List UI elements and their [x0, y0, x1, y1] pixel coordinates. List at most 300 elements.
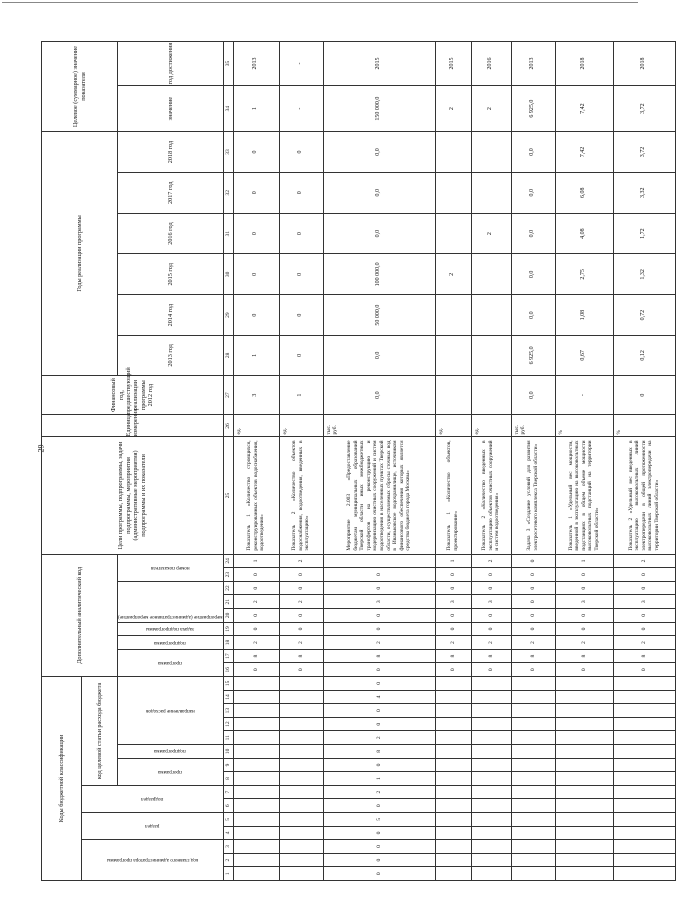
target-value-cell: 150 000,0 [323, 86, 435, 132]
code-cell: 0 [323, 853, 435, 867]
code-cell: 0 [435, 568, 471, 582]
table-row [613, 42, 675, 881]
column-numbers-row [223, 42, 233, 881]
column-number-cell: 28 [223, 336, 233, 376]
year-value-cell: 0,0 [323, 132, 435, 173]
year-value-cell: 0 [279, 172, 323, 213]
column-number-cell: 12 [223, 717, 233, 731]
code-cell [555, 785, 613, 799]
column-number-cell: 1 [223, 867, 233, 881]
target-article-header: код целевой статьи расхода бюджета [82, 677, 118, 786]
table-row [555, 42, 613, 881]
code-cell [511, 690, 555, 704]
code-cell [555, 690, 613, 704]
code-cell: 0 [435, 663, 471, 677]
code-cell: 0 [435, 622, 471, 636]
table-row [279, 42, 323, 881]
code-cell [471, 867, 511, 881]
code-cell: 1 [323, 772, 435, 786]
table-body [233, 42, 675, 881]
code-cell [613, 799, 675, 813]
code-cell: 0 [555, 663, 613, 677]
code-cell: 0 [511, 595, 555, 609]
code-cell: 0 [471, 609, 511, 623]
year-value-cell [435, 132, 471, 173]
code-cell: 2 [279, 554, 323, 568]
code-cell [511, 867, 555, 881]
code-cell [471, 690, 511, 704]
code-cell [613, 704, 675, 718]
base-year-value-cell: 0,0 [511, 375, 555, 415]
target-year-header: год достижения [118, 42, 224, 86]
code-cell: 2 [471, 554, 511, 568]
code-cell [435, 731, 471, 745]
code-cell: 0 [555, 622, 613, 636]
code-cell: 0 [613, 622, 675, 636]
code-cell [511, 853, 555, 867]
code-cell: 3 [323, 595, 435, 609]
year-value-cell: 6,08 [555, 172, 613, 213]
code-cell: 2 [613, 636, 675, 650]
base-year-value-cell: 0 [613, 375, 675, 415]
code-cell: 0 [323, 568, 435, 582]
code-cell [613, 677, 675, 691]
code-cell: 2 [233, 636, 279, 650]
page-top-edge [2, 2, 638, 3]
code-cell [613, 867, 675, 881]
code-cell: 2 [435, 636, 471, 650]
column-number-cell: 32 [223, 172, 233, 213]
code-cell: 0 [323, 609, 435, 623]
target-year-cell: - [279, 42, 323, 86]
code-cell [233, 785, 279, 799]
code-cell: 0 [279, 581, 323, 595]
year-value-cell [435, 213, 471, 254]
base-year-value-cell: - [555, 375, 613, 415]
code-cell [613, 785, 675, 799]
year-value-cell: 0 [233, 295, 279, 336]
unit-header: Единица измерения [42, 415, 224, 437]
year-value-cell: 0 [233, 254, 279, 295]
column-number-cell: 2 [223, 853, 233, 867]
year-value-cell: 0 [233, 213, 279, 254]
code-cell: 0 [323, 717, 435, 731]
subprogram-header: подпрограмма [154, 748, 187, 755]
year-value-cell: 1,32 [613, 254, 675, 295]
code-cell [613, 690, 675, 704]
unit-cell: % [555, 415, 613, 437]
code-cell [471, 731, 511, 745]
code-cell: 2 [323, 636, 435, 650]
year-value-cell: 3,72 [613, 132, 675, 173]
code-cell: 0 [613, 568, 675, 582]
year-value-cell [471, 295, 511, 336]
year-value-cell: 0,0 [511, 172, 555, 213]
code-cell [511, 745, 555, 759]
code-cell [511, 826, 555, 840]
year-2015-header: 2015 год [118, 254, 224, 295]
add-code-group-header: Дополнительный аналитический код [42, 554, 118, 676]
code-cell [279, 840, 323, 854]
code-cell: 0 [471, 663, 511, 677]
code-cell [511, 677, 555, 691]
code-cell [323, 554, 435, 568]
code-cell [471, 826, 511, 840]
code-cell [471, 840, 511, 854]
code-cell: 5 [323, 813, 435, 827]
column-number-cell: 33 [223, 132, 233, 173]
years-group-header: Годы реализации программы [42, 132, 118, 376]
code-cell: 8 [435, 649, 471, 663]
code-cell [233, 840, 279, 854]
code-cell [435, 826, 471, 840]
code-cell [279, 813, 323, 827]
column-number-cell: 6 [223, 799, 233, 813]
program-table [41, 41, 676, 881]
code-cell [555, 867, 613, 881]
column-number-cell: 15 [223, 677, 233, 691]
code-cell [471, 677, 511, 691]
code-cell: 0 [471, 581, 511, 595]
code-cell [511, 799, 555, 813]
year-2017-header: 2017 год [118, 172, 224, 213]
code-cell [233, 717, 279, 731]
code-cell: 8 [323, 745, 435, 759]
code-cell: 0 [279, 663, 323, 677]
code-cell [613, 853, 675, 867]
column-number-cell: 17 [223, 649, 233, 663]
unit-cell: ед. [279, 415, 323, 437]
year-value-cell: 2 [435, 254, 471, 295]
code-cell [613, 840, 675, 854]
code-cell: 0 [613, 609, 675, 623]
year-value-cell [471, 172, 511, 213]
code-cell [233, 826, 279, 840]
year-value-cell [471, 336, 511, 376]
code-cell [279, 826, 323, 840]
year-value-cell: 0,0 [511, 132, 555, 173]
add-task-header: задача подпрограммы [146, 626, 195, 633]
code-cell: 0 [555, 609, 613, 623]
code-cell: 0 [555, 568, 613, 582]
code-cell [555, 772, 613, 786]
subsection-header: подраздел [141, 796, 164, 802]
code-cell [435, 867, 471, 881]
admin-code-header: код главного администратора программы [106, 857, 198, 864]
code-cell: 0 [323, 663, 435, 677]
code-cell [511, 772, 555, 786]
column-number-cell: 4 [223, 826, 233, 840]
code-cell: 8 [511, 649, 555, 663]
code-cell [279, 772, 323, 786]
code-cell: 0 [613, 663, 675, 677]
kbk-group-header: Коды бюджетной классификации [42, 677, 82, 881]
code-cell [435, 840, 471, 854]
goal-description-cell: Показатель 1 «Количество строящихся, реконструированных объектов водоснабжения, водоотведения» [233, 437, 279, 554]
code-cell [613, 772, 675, 786]
column-number-cell: 9 [223, 758, 233, 772]
target-value-cell: 2 [435, 86, 471, 132]
year-value-cell: 3,32 [613, 172, 675, 213]
column-number-cell: 8 [223, 772, 233, 786]
column-number-cell: 16 [223, 663, 233, 677]
target-group-header: Целевое (суммарное) значение показателя [42, 42, 118, 132]
code-cell: 0 [323, 840, 435, 854]
add-activity-header: мероприятие (административное мероприятие) [118, 613, 223, 620]
code-cell [613, 717, 675, 731]
code-cell [511, 731, 555, 745]
code-cell [233, 867, 279, 881]
code-cell [471, 717, 511, 731]
code-cell: 0 [613, 581, 675, 595]
column-number-cell: 19 [223, 622, 233, 636]
code-cell [279, 785, 323, 799]
code-cell: 1 [555, 554, 613, 568]
code-cell: 0 [435, 609, 471, 623]
code-cell [279, 867, 323, 881]
table-row [471, 42, 511, 881]
year-value-cell: 2 [471, 213, 511, 254]
target-year-cell: 2013 [511, 42, 555, 86]
code-cell: 0 [279, 609, 323, 623]
year-2016-header: 2016 год [118, 213, 224, 254]
table-row [323, 42, 435, 881]
target-value-header: значение [118, 86, 224, 132]
unit-cell: тыс. руб. [511, 415, 555, 437]
code-cell: 0 [279, 622, 323, 636]
code-cell [279, 677, 323, 691]
code-cell [471, 772, 511, 786]
code-cell: 2 [323, 785, 435, 799]
code-cell [435, 853, 471, 867]
target-year-cell: 2015 [435, 42, 471, 86]
column-number-cell: 18 [223, 636, 233, 650]
year-value-cell: 100 000,0 [323, 254, 435, 295]
year-value-cell: 0 [279, 213, 323, 254]
year-value-cell: 6 925,0 [511, 336, 555, 376]
unit-cell: ед. [233, 415, 279, 437]
code-cell [279, 745, 323, 759]
year-value-cell: 4,08 [555, 213, 613, 254]
target-year-cell: 2016 [471, 42, 511, 86]
year-value-cell [435, 336, 471, 376]
column-number-cell: 27 [223, 375, 233, 415]
section-header: раздел [145, 823, 160, 830]
unit-cell: ед. [471, 415, 511, 437]
base-year-value-cell: 1 [279, 375, 323, 415]
code-cell [555, 677, 613, 691]
code-cell: 0 [279, 568, 323, 582]
table-row [435, 42, 471, 881]
code-cell [555, 840, 613, 854]
column-number-cell: 7 [223, 785, 233, 799]
code-cell: 0 [233, 581, 279, 595]
year-value-cell: 2,75 [555, 254, 613, 295]
goal-description-cell: Показатель 1 «Количество объектов, проектирование» [435, 437, 471, 554]
code-cell [555, 799, 613, 813]
goal-description-cell: Показатель 2 «Количество введенных в эксплуатацию объектов очистных сооружений и систем водоотведения» [471, 437, 511, 554]
code-cell [233, 853, 279, 867]
code-cell [613, 826, 675, 840]
target-value-cell: 1 [233, 86, 279, 132]
code-cell: 2 [555, 636, 613, 650]
code-cell: 0 [323, 758, 435, 772]
target-value-cell: 2 [471, 86, 511, 132]
year-value-cell: 1,08 [555, 295, 613, 336]
code-cell [613, 745, 675, 759]
code-cell: 4 [323, 690, 435, 704]
code-cell [471, 813, 511, 827]
column-number-cell: 22 [223, 581, 233, 595]
goal-description-cell: Мероприятие 2.003 «Предоставление бюджетам муниципальных образований Тверской области иных межбюджетных трансфертов на реконструкцию и модернизацию очистных сооружений и систем водоотведения в населенных пунктах Тверской области, осуществляемых сбросы сточных вод в Иваньковское водохранилище, источником финансового обеспечения которых является средства бюджета города Москвы» [323, 437, 435, 554]
code-cell: 2 [511, 636, 555, 650]
code-cell: 3 [435, 595, 471, 609]
year-value-cell: 0,67 [555, 336, 613, 376]
fin-year-header: Финансовый год, предшествующий реализации программы 2012 год [42, 375, 224, 415]
goals-header: Цели программы, подпрограммы, задачи подпрограммы, мероприятия (административные мероприятия) подпрограммы и их показатели [42, 437, 224, 554]
code-cell: 0 [511, 622, 555, 636]
unit-cell: тыс. руб. [323, 415, 435, 437]
code-cell [435, 813, 471, 827]
code-cell: 2 [471, 636, 511, 650]
code-cell: 3 [613, 595, 675, 609]
year-value-cell: 0,0 [511, 213, 555, 254]
rotated-program-table [41, 41, 660, 881]
year-value-cell: 0 [279, 336, 323, 376]
unit-cell: % [613, 415, 675, 437]
code-cell [471, 745, 511, 759]
code-cell: 2 [323, 731, 435, 745]
goal-description-cell: Показатель 1 «Удельный вес мощности, введенной в эксплуатацию на высоковольтных подстанциях в общем объеме мощности высоковольтных подстанций на территории Тверской области» [555, 437, 613, 554]
code-cell: 0 [323, 826, 435, 840]
year-value-cell: 50 000,0 [323, 295, 435, 336]
code-cell: 2 [233, 595, 279, 609]
code-cell [233, 745, 279, 759]
year-2014-header: 2014 год [118, 295, 224, 336]
code-cell: 0 [233, 663, 279, 677]
column-number-cell: 30 [223, 254, 233, 295]
page-number: 29 [36, 444, 46, 453]
code-cell: 0 [323, 677, 435, 691]
code-cell [233, 731, 279, 745]
code-cell [233, 799, 279, 813]
code-cell [471, 758, 511, 772]
code-cell [435, 677, 471, 691]
year-value-cell: 0,0 [323, 172, 435, 213]
code-cell [511, 717, 555, 731]
code-cell [279, 690, 323, 704]
code-cell: 1 [233, 554, 279, 568]
code-cell [511, 840, 555, 854]
code-cell [511, 704, 555, 718]
code-cell [511, 813, 555, 827]
code-cell [233, 813, 279, 827]
year-value-cell: 0,72 [613, 295, 675, 336]
year-value-cell: 0 [233, 132, 279, 173]
code-cell [613, 731, 675, 745]
program-header: программа [158, 768, 183, 775]
code-cell [555, 731, 613, 745]
code-cell [555, 758, 613, 772]
code-cell: 2 [279, 595, 323, 609]
code-cell [471, 704, 511, 718]
code-cell [555, 853, 613, 867]
table-row [511, 42, 555, 881]
column-number-cell: 10 [223, 745, 233, 759]
code-cell: 0 [323, 867, 435, 881]
column-number-cell: 14 [223, 690, 233, 704]
year-value-cell: 0 [279, 254, 323, 295]
year-value-cell: 1,72 [613, 213, 675, 254]
code-cell: 0 [511, 609, 555, 623]
code-cell [471, 785, 511, 799]
add-number-header: номер показателя [150, 564, 190, 571]
code-cell: 8 [279, 649, 323, 663]
year-value-cell: 0,0 [511, 254, 555, 295]
code-cell: 0 [511, 568, 555, 582]
year-value-cell [435, 172, 471, 213]
code-cell: 8 [613, 649, 675, 663]
code-cell [435, 772, 471, 786]
code-cell: 8 [471, 649, 511, 663]
column-number-cell: 35 [223, 42, 233, 86]
code-cell [511, 758, 555, 772]
code-cell [279, 731, 323, 745]
column-number-cell: 5 [223, 813, 233, 827]
column-number-cell: 26 [223, 415, 233, 437]
code-cell: 0 [323, 622, 435, 636]
table-row [233, 42, 279, 881]
code-cell [279, 853, 323, 867]
code-cell: 0 [555, 581, 613, 595]
year-value-cell: 0 [279, 295, 323, 336]
year-value-cell: 0,0 [323, 213, 435, 254]
year-value-cell [471, 132, 511, 173]
unit-cell: ед. [435, 415, 471, 437]
code-cell [471, 853, 511, 867]
code-cell [279, 704, 323, 718]
code-cell: 2 [613, 554, 675, 568]
code-cell [555, 717, 613, 731]
code-cell [613, 813, 675, 827]
column-number-cell: 3 [223, 840, 233, 854]
code-cell: 0 [511, 554, 555, 568]
base-year-value-cell [435, 375, 471, 415]
add-subprogram-header: подпрограмма [154, 639, 187, 646]
code-cell: 8 [233, 649, 279, 663]
code-cell [279, 799, 323, 813]
code-cell: 0 [323, 799, 435, 813]
target-year-cell: 2013 [233, 42, 279, 86]
year-value-cell: 7,42 [555, 132, 613, 173]
target-value-cell: 3,72 [613, 86, 675, 132]
code-cell: 0 [511, 581, 555, 595]
code-cell [233, 772, 279, 786]
code-cell [435, 799, 471, 813]
target-year-cell: 2018 [613, 42, 675, 86]
column-number-cell: 34 [223, 86, 233, 132]
code-cell [233, 758, 279, 772]
goal-description-cell: Показатель 2 «Удельный вес введенных в эксплуатацию высоковольтных линий электропередачи в общей протяженности высоковольтных линий электропередачи на территории Тверской области» [613, 437, 675, 554]
column-number-cell: 24 [223, 554, 233, 568]
add-program-header: программа [158, 660, 183, 666]
year-2013-header: 2013 год [118, 336, 224, 376]
year-value-cell [471, 254, 511, 295]
year-value-cell [435, 295, 471, 336]
expense-direction-header: направление расходов [145, 707, 195, 714]
code-cell [511, 785, 555, 799]
code-cell [435, 745, 471, 759]
